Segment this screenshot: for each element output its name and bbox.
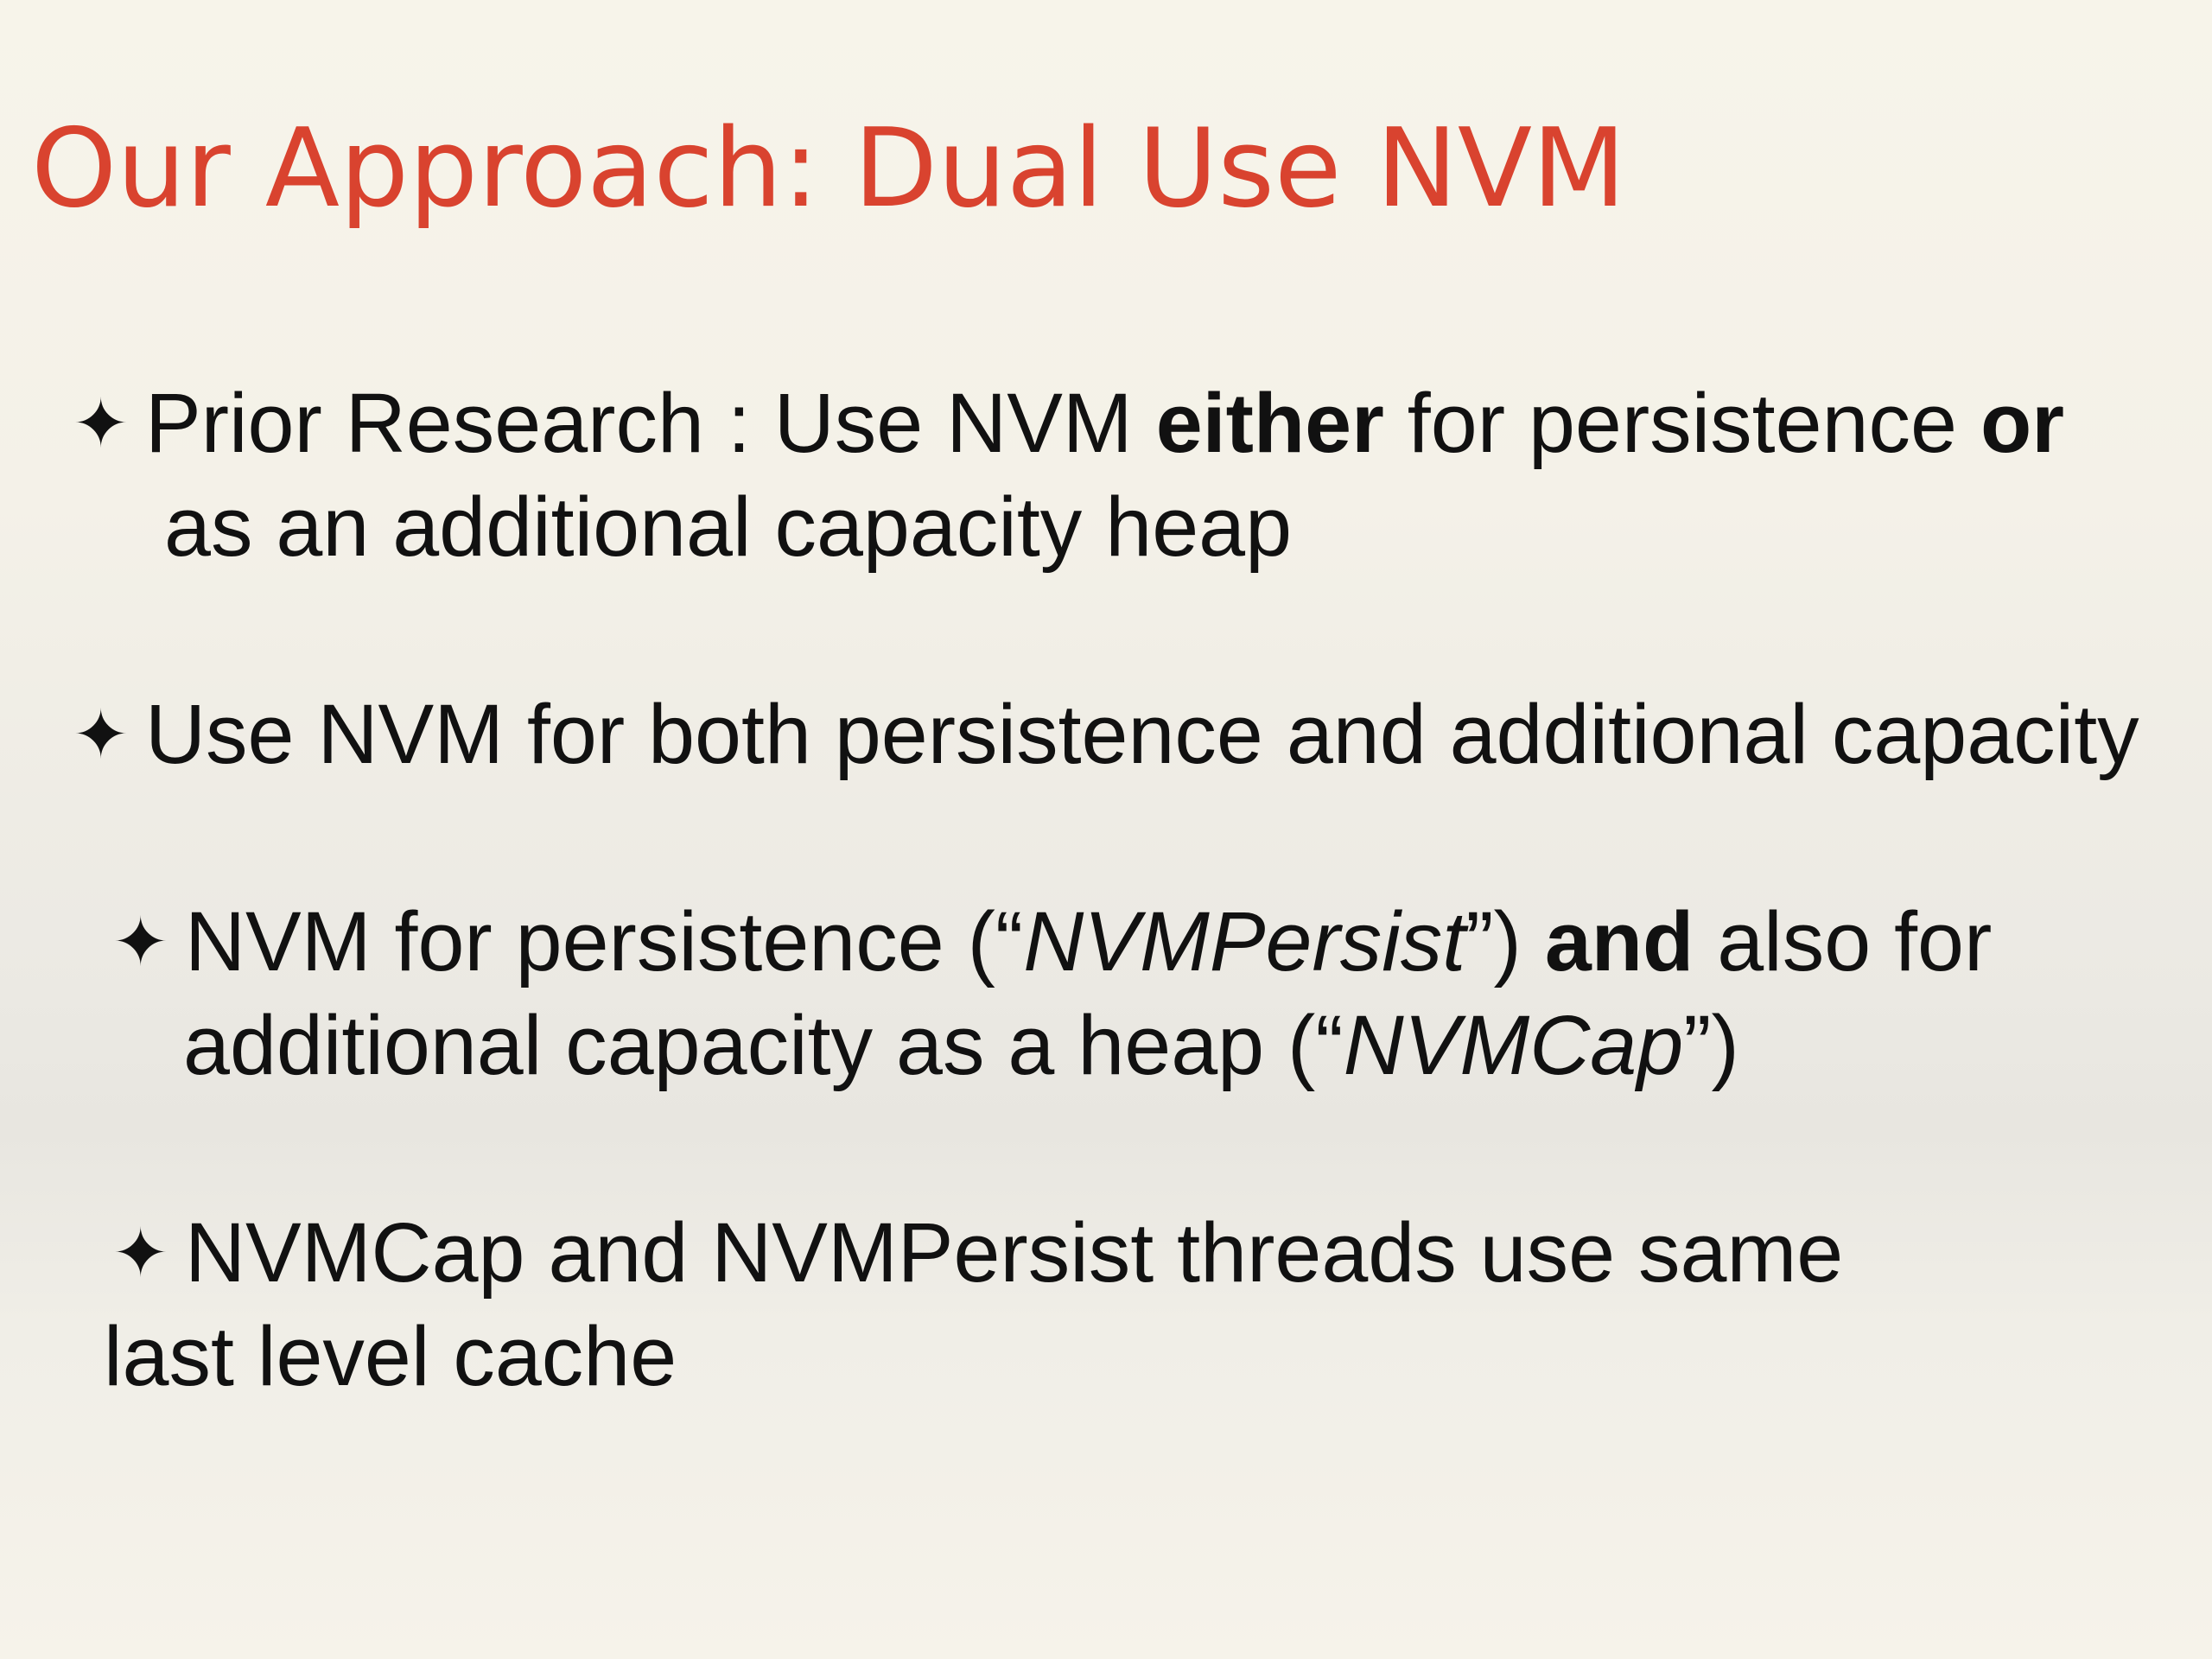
bullet-text: Prior Research : Use NVM	[145, 376, 1156, 470]
emphasis-and: and	[1544, 894, 1694, 988]
bullet-line	[73, 683, 2139, 786]
bullet-nvmpersist-nvmcap	[112, 890, 1992, 1097]
bullet-continuation: as an additional capacity heap	[164, 480, 1293, 574]
four-point-star-icon: ✦	[112, 1215, 169, 1291]
term-nvmcap: NVMCap	[1343, 998, 1684, 1092]
bullet-shared-cache	[104, 1201, 1844, 1408]
bullet-text: ”)	[1465, 894, 1545, 988]
bullet-text: additional capacity as a heap (“	[183, 998, 1344, 1092]
four-point-star-icon: ✦	[73, 385, 130, 461]
bullet-line	[112, 1201, 1843, 1305]
term-nvmpersist: NVMPersist	[1023, 894, 1466, 988]
slide-title: Our Approach: Dual Use NVM	[31, 105, 1626, 232]
bullet-text: ”)	[1683, 998, 1739, 1092]
bullet-dual-use	[73, 683, 2139, 786]
bullet-line	[112, 890, 1992, 994]
bullet-text: also for	[1694, 894, 1993, 988]
bullet-text: for persistence	[1383, 376, 1980, 470]
four-point-star-icon: ✦	[73, 696, 130, 772]
emphasis-or: or	[1980, 376, 2064, 470]
four-point-star-icon: ✦	[112, 904, 169, 980]
bullet-line	[73, 372, 2064, 475]
bullet-continuation	[112, 994, 1992, 1097]
bullet-text: NVMCap and NVMPersist threads use same	[185, 1205, 1844, 1300]
bullet-continuation: last level cache	[104, 1309, 677, 1403]
bullet-text: NVM for persistence (“	[185, 894, 1024, 988]
emphasis-either: either	[1155, 376, 1384, 470]
bullet-text: Use NVM for both persistence and additional capacity	[145, 687, 2139, 781]
bullet-prior-research	[73, 372, 2064, 579]
